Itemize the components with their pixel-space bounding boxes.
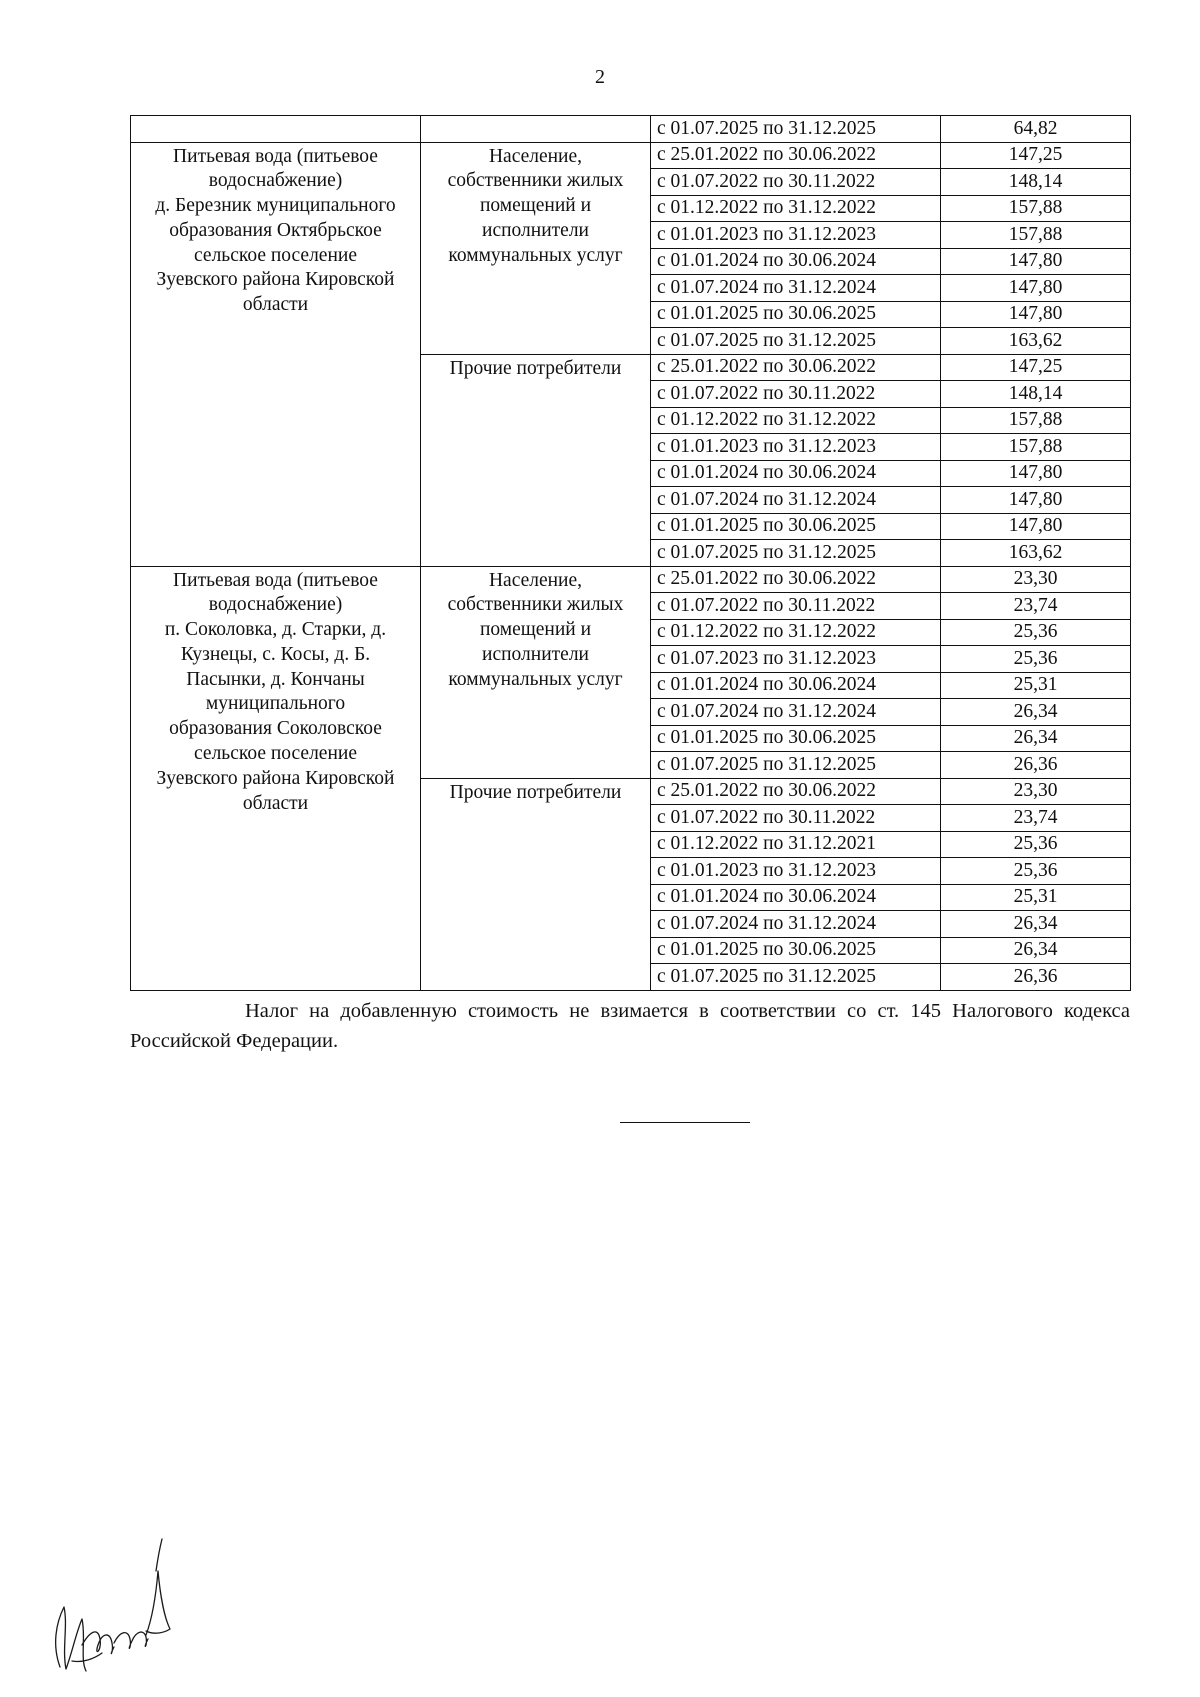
period-cell: с 01.07.2022 по 30.11.2022: [651, 381, 941, 408]
tariff-value-cell: 25,31: [941, 672, 1131, 699]
table-row: [131, 142, 1131, 169]
tariff-value-cell: 163,62: [941, 328, 1131, 355]
service-line: д. Березник муниципального: [155, 195, 396, 217]
period-cell: с 01.07.2023 по 31.12.2023: [651, 646, 941, 673]
consumer-line: помещений и: [479, 195, 592, 217]
consumer-cell: [421, 142, 651, 354]
tariff-value-cell: 23,74: [941, 805, 1131, 832]
consumer-cell: [421, 354, 651, 566]
period-cell: с 01.07.2025 по 31.12.2025: [651, 540, 941, 567]
consumer-line: исполнители: [482, 219, 589, 241]
service-line: Кузнецы, с. Косы, д. Б.: [180, 643, 371, 665]
period-cell: с 01.12.2022 по 31.12.2021: [651, 831, 941, 858]
period-cell: с 01.01.2025 по 30.06.2025: [651, 513, 941, 540]
service-line: области: [242, 294, 309, 316]
tariff-value-cell: 147,80: [941, 513, 1131, 540]
service-cell-empty: [131, 116, 421, 143]
tariff-value-cell: 25,36: [941, 619, 1131, 646]
consumer-line: собственники жилых: [447, 594, 624, 616]
service-line: области: [242, 792, 309, 814]
tariff-value-cell: 26,34: [941, 937, 1131, 964]
tariff-value-cell: 157,88: [941, 195, 1131, 222]
service-line: водоснабжение): [208, 594, 343, 616]
table-row: [131, 566, 1131, 593]
period-cell: с 01.07.2025 по 31.12.2025: [651, 964, 941, 991]
vat-note: Налог на добавленную стоимость не взимается в соответствии со ст. 145 Налогового кодекса Российской Федерации.: [130, 1000, 1130, 1052]
period-cell: с 01.12.2022 по 31.12.2022: [651, 407, 941, 434]
consumer-cell-empty: [421, 116, 651, 143]
tariff-value-cell: 23,74: [941, 593, 1131, 620]
consumer-cell: [421, 566, 651, 778]
table-row: [131, 116, 1131, 143]
period-cell: с 01.01.2025 по 30.06.2025: [651, 937, 941, 964]
consumer-line: Население,: [488, 145, 583, 167]
consumer-line: коммунальных услуг: [448, 244, 623, 266]
tariff-value-cell: 147,80: [941, 487, 1131, 514]
tariff-value-cell: 163,62: [941, 540, 1131, 567]
period-cell: с 01.12.2022 по 31.12.2022: [651, 619, 941, 646]
period-cell: с 01.01.2023 по 31.12.2023: [651, 222, 941, 249]
signature-mark: [42, 1535, 182, 1675]
tariff-value-cell: 147,25: [941, 354, 1131, 381]
tariff-value-cell: 147,25: [941, 142, 1131, 169]
tariff-value-cell: 25,31: [941, 884, 1131, 911]
consumer-text: [421, 567, 650, 693]
tariff-value-cell: 157,88: [941, 222, 1131, 249]
tariff-value-cell: 25,36: [941, 858, 1131, 885]
service-text: [131, 143, 420, 319]
separator-line: [620, 1122, 750, 1123]
consumer-text: [421, 355, 650, 382]
period-cell: с 01.07.2024 по 31.12.2024: [651, 699, 941, 726]
period-cell: с 01.01.2024 по 30.06.2024: [651, 884, 941, 911]
period-cell: с 01.01.2024 по 30.06.2024: [651, 460, 941, 487]
service-line: Питьевая вода (питьевое: [173, 569, 378, 591]
period-cell: с 01.07.2025 по 31.12.2025: [651, 328, 941, 355]
period-cell: с 25.01.2022 по 30.06.2022: [651, 566, 941, 593]
service-line: образования Соколовское: [169, 718, 382, 740]
period-cell: с 01.07.2022 по 30.11.2022: [651, 593, 941, 620]
period-cell: с 01.07.2022 по 30.11.2022: [651, 169, 941, 196]
tariff-value-cell: 26,36: [941, 964, 1131, 991]
tariff-value-cell: 26,34: [941, 699, 1131, 726]
period-cell: с 01.01.2023 по 31.12.2023: [651, 434, 941, 461]
tariff-table-body: [131, 116, 1131, 991]
consumer-line: коммунальных услуг: [448, 668, 623, 690]
consumer-line: Прочие потребители: [449, 357, 622, 379]
period-cell: с 01.01.2023 по 31.12.2023: [651, 858, 941, 885]
period-cell: с 01.07.2024 по 31.12.2024: [651, 911, 941, 938]
tariff-value-cell: 147,80: [941, 248, 1131, 275]
tariff-value-cell: 23,30: [941, 778, 1131, 805]
consumer-line: помещений и: [479, 619, 592, 641]
service-cell: [131, 142, 421, 566]
tariff-value-cell: 25,36: [941, 646, 1131, 673]
service-line: Питьевая вода (питьевое: [173, 145, 378, 167]
service-cell: [131, 566, 421, 990]
service-line: образования Октябрьское: [169, 219, 382, 241]
consumer-text: [421, 143, 650, 269]
tariff-value-cell: 148,14: [941, 381, 1131, 408]
period-cell: с 01.07.2024 по 31.12.2024: [651, 487, 941, 514]
service-line: Зуевского района Кировской: [156, 269, 395, 291]
tariff-value-cell: 157,88: [941, 434, 1131, 461]
tariff-value-cell: 26,36: [941, 752, 1131, 779]
consumer-text: [421, 779, 650, 806]
tariff-value-cell: 148,14: [941, 169, 1131, 196]
tariff-value-cell: 25,36: [941, 831, 1131, 858]
tariff-value-cell: 157,88: [941, 407, 1131, 434]
page-number: 2: [595, 66, 605, 88]
tariff-table: [130, 115, 1131, 991]
consumer-cell: [421, 778, 651, 990]
period-cell: с 25.01.2022 по 30.06.2022: [651, 354, 941, 381]
tariff-value-cell: 147,80: [941, 275, 1131, 302]
service-text: [131, 567, 420, 817]
period-cell: с 01.12.2022 по 31.12.2022: [651, 195, 941, 222]
consumer-line: собственники жилых: [447, 170, 624, 192]
period-cell: с 01.01.2024 по 30.06.2024: [651, 248, 941, 275]
tariff-value-cell: 26,34: [941, 911, 1131, 938]
period-cell: с 01.07.2024 по 31.12.2024: [651, 275, 941, 302]
tariff-value-cell: 26,34: [941, 725, 1131, 752]
period-cell: с 25.01.2022 по 30.06.2022: [651, 778, 941, 805]
tariff-value-cell: 147,80: [941, 301, 1131, 328]
service-line: Пасынки, д. Кончаны: [186, 668, 365, 690]
period-cell: с 01.01.2025 по 30.06.2025: [651, 301, 941, 328]
period-cell: с 01.01.2024 по 30.06.2024: [651, 672, 941, 699]
period-cell: с 01.01.2025 по 30.06.2025: [651, 725, 941, 752]
service-line: сельское поселение: [194, 244, 357, 266]
consumer-line: исполнители: [482, 643, 589, 665]
consumer-line: Население,: [488, 569, 583, 591]
period-cell: с 01.07.2025 по 31.12.2025: [651, 116, 941, 143]
service-line: водоснабжение): [208, 170, 343, 192]
tariff-value-cell: 23,30: [941, 566, 1131, 593]
period-cell: с 01.07.2025 по 31.12.2025: [651, 752, 941, 779]
tariff-value-cell: 147,80: [941, 460, 1131, 487]
tariff-value-cell: 64,82: [941, 116, 1131, 143]
service-line: муниципального: [205, 693, 346, 715]
service-line: сельское поселение: [194, 743, 357, 765]
period-cell: с 25.01.2022 по 30.06.2022: [651, 142, 941, 169]
service-line: п. Соколовка, д. Старки, д.: [164, 619, 387, 641]
service-line: Зуевского района Кировской: [156, 767, 395, 789]
period-cell: с 01.07.2022 по 30.11.2022: [651, 805, 941, 832]
consumer-line: Прочие потребители: [449, 781, 622, 803]
